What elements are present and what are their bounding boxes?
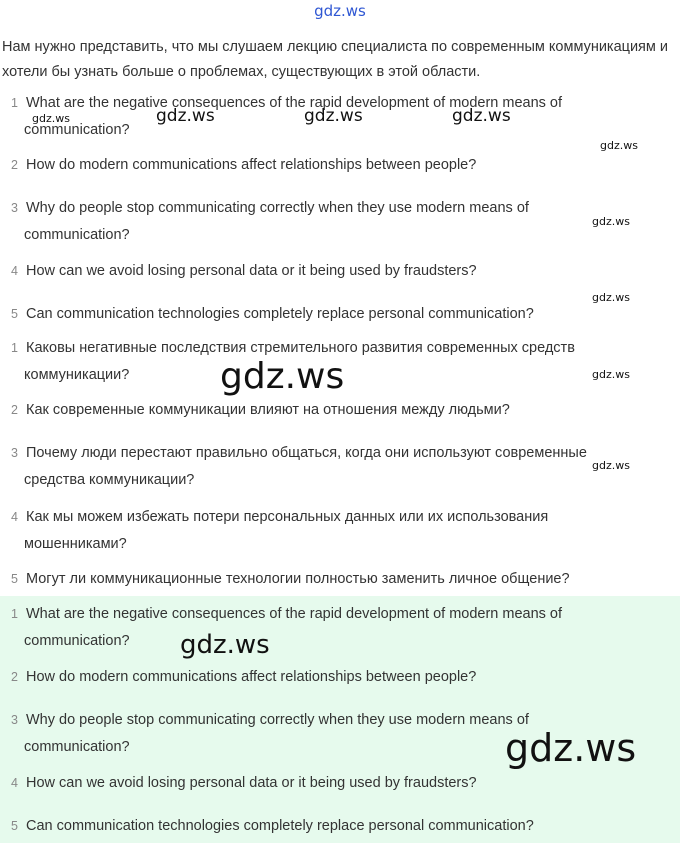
list-item [0, 664, 660, 691]
item-text: Why do people stop communicating correctly when they use modern means of [26, 200, 529, 216]
item-text: How do modern communications affect relationships between people? [26, 157, 477, 173]
item-number: 5 [11, 819, 18, 833]
item-number: 5 [11, 572, 18, 586]
list-item [0, 301, 660, 328]
item-text: Can communication technologies completely replace personal communication? [26, 818, 534, 834]
list-item [0, 440, 660, 494]
watermark: gdz.ws [180, 630, 270, 660]
item-text: How do modern communications affect relationships between people? [26, 669, 477, 685]
item-text-continued: communication? [24, 227, 130, 243]
item-text: Can communication technologies completely replace personal communication? [26, 306, 534, 322]
item-text: Почему люди перестают правильно общаться, когда они используют современные [26, 445, 587, 461]
item-number: 3 [11, 446, 18, 460]
item-text-continued: мошенниками? [24, 536, 127, 552]
item-text: Как современные коммуникации влияют на отношения между людьми? [26, 402, 510, 418]
list-item [0, 397, 660, 424]
watermark: gdz.ws [592, 459, 630, 472]
item-number: 1 [11, 96, 18, 110]
item-text: What are the negative consequences of the rapid development of modern means of [26, 606, 563, 622]
watermark: gdz.ws [592, 215, 630, 228]
item-text: Как мы можем избежать потери персональных данных или их использования [26, 509, 549, 525]
list-item [0, 813, 660, 840]
item-number: 4 [11, 776, 18, 790]
watermark: gdz.ws [600, 139, 638, 152]
item-number: 4 [11, 510, 18, 524]
item-number: 3 [11, 201, 18, 215]
item-text: How can we avoid losing personal data or it being used by fraudsters? [26, 263, 477, 279]
item-text-continued: communication? [24, 122, 130, 138]
item-text: What are the negative consequences of the rapid development of modern means of [26, 95, 563, 111]
item-text: Why do people stop communicating correctly when they use modern means of [26, 712, 529, 728]
intro-text: Нам нужно представить, что мы слушаем лекцию специалиста по современным коммуникациям и хотели бы узнать больше о проблемах, существующих в этой области. [2, 39, 669, 80]
item-number: 2 [11, 158, 18, 172]
item-text: Каковы негативные последствия стремительного развития современных средств [26, 340, 575, 356]
item-text-continued: communication? [24, 739, 130, 755]
item-text-continued: коммуникации? [24, 367, 130, 383]
watermark: gdz.ws [592, 368, 630, 381]
item-number: 4 [11, 264, 18, 278]
item-text-continued: средства коммуникации? [24, 472, 195, 488]
item-text-continued: communication? [24, 633, 130, 649]
site-header-link[interactable]: gdz.ws [314, 2, 366, 20]
item-number: 2 [11, 403, 18, 417]
watermark: gdz.ws [220, 356, 345, 397]
item-number: 5 [11, 307, 18, 321]
list-item [0, 195, 660, 249]
list-item [0, 601, 660, 655]
item-number: 2 [11, 670, 18, 684]
item-number: 1 [11, 341, 18, 355]
list-item [0, 770, 660, 797]
list-item [0, 152, 660, 179]
watermark: gdz.ws [304, 106, 363, 126]
watermark: gdz.ws [32, 112, 70, 125]
item-number: 3 [11, 713, 18, 727]
watermark: gdz.ws [505, 726, 637, 770]
item-text: Могут ли коммуникационные технологии полностью заменить личное общение? [26, 571, 570, 587]
list-item [0, 258, 660, 285]
watermark: gdz.ws [592, 291, 630, 304]
watermark: gdz.ws [156, 106, 215, 126]
item-number: 1 [11, 607, 18, 621]
item-text: How can we avoid losing personal data or it being used by fraudsters? [26, 775, 477, 791]
list-item [0, 504, 660, 558]
watermark: gdz.ws [452, 106, 511, 126]
list-item [0, 566, 660, 593]
